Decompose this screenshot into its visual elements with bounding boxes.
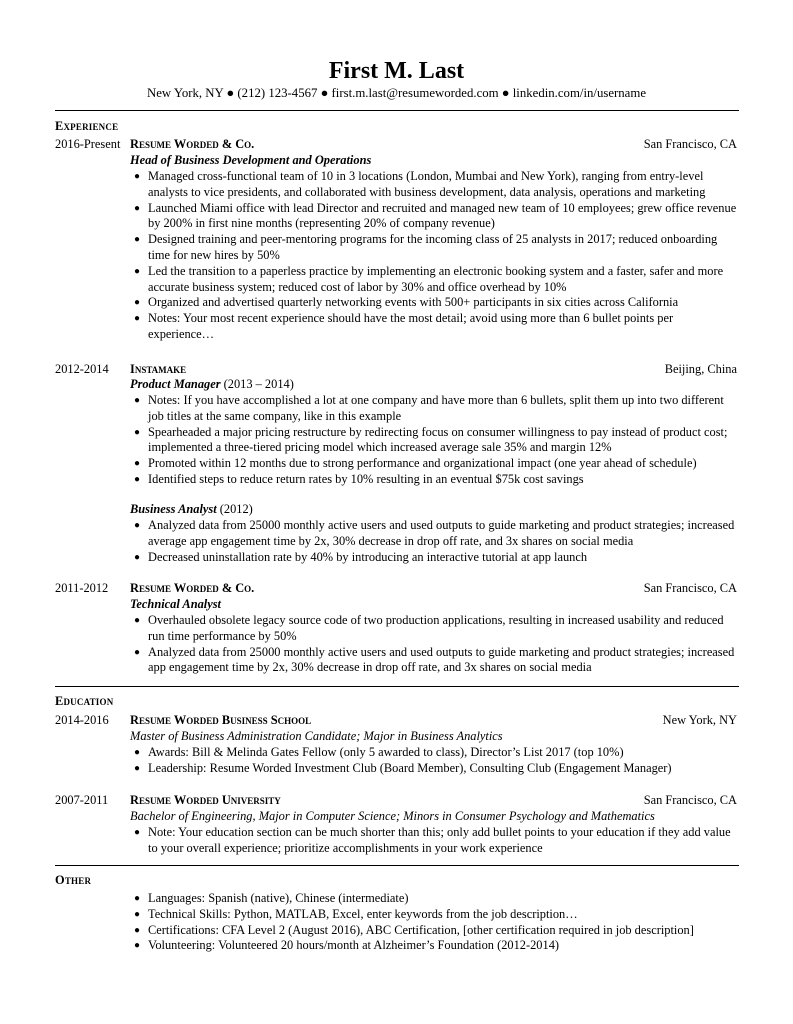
- bullet-item: ● Leadership: Resume Worded Investment Club (Board Member), Consulting Club (Engagement Manager): [134, 760, 672, 775]
- job-date: 2012-2014: [55, 362, 109, 376]
- bullet-icon: ●: [134, 747, 141, 758]
- bullet-item: ● Languages: Spanish (native), Chinese (intermediate): [134, 891, 409, 905]
- job-date: 2016-Present: [55, 137, 121, 151]
- bullet-icon: ●: [134, 234, 141, 246]
- bullet-item: ● Decreased uninstallation rate by 40% by introducing an interactive tutorial at app launch: [134, 549, 588, 564]
- bullet-icon: ●: [134, 171, 141, 182]
- divider: [55, 686, 739, 687]
- edu-date: 2014-2016: [55, 713, 109, 727]
- job-title-text: Head of Business Development and Operations: [130, 153, 372, 167]
- job-company: Instamake: [130, 362, 187, 376]
- job-location: San Francisco, CA: [643, 137, 737, 151]
- bullet-item: ● Certifications: CFA Level 2 (August 2016), ABC Certification, [other certification required in job description]: [134, 922, 694, 937]
- bullet-icon: ●: [134, 458, 141, 470]
- edu-location: San Francisco, CA: [643, 793, 737, 807]
- bullet-item: ● Designed training and peer-mentoring programs for the incoming class of 25 analysts in 2017; reduced onboarding time for new hires by 50%: [134, 232, 718, 262]
- edu-school: Resume Worded Business School: [130, 713, 312, 727]
- bullet-item: ● Technical Skills: Python, MATLAB, Excel, enter keywords from the job description…: [134, 906, 578, 921]
- bullet-icon: ●: [134, 646, 141, 658]
- bullet-list: [130, 169, 742, 343]
- bullet-icon: ●: [134, 202, 141, 214]
- job-company: Resume Worded & Co.: [130, 581, 255, 595]
- bullet-icon: ●: [134, 551, 141, 563]
- job-location: San Francisco, CA: [643, 581, 737, 595]
- job-title-text: Product Manager: [130, 377, 221, 391]
- bullet-icon: ●: [134, 395, 141, 406]
- bullet-list: [130, 613, 742, 676]
- bullet-list: [130, 825, 742, 857]
- bullet-icon: ●: [134, 615, 141, 626]
- bullet-item: ● Volunteering: Volunteered 20 hours/month at Alzheimer’s Foundation (2012-2014): [134, 938, 560, 953]
- bullet-item: ● Notes: Your most recent experience should have the most detail; avoid using more than 6 bullet points per experience…: [134, 311, 674, 341]
- bullet-list: [130, 393, 742, 488]
- bullet-icon: ●: [134, 473, 141, 485]
- section-heading-other: Other: [55, 873, 92, 887]
- bullet-item: ● Promoted within 12 months due to strong performance and organizational impact (one year ahead of schedule): [134, 456, 697, 471]
- bullet-item: ● Notes: If you have accomplished a lot at one company and have more than 6 bullets, split them up into two different job titles at the same company, like in this example: [134, 393, 724, 423]
- contact-line: New York, NY ● (212) 123-4567 ● first.m.last@resumeworded.com ● linkedin.com/in/username: [146, 86, 646, 100]
- bullet-icon: ●: [134, 426, 141, 438]
- job-title-dates: (2012): [216, 502, 253, 516]
- bullet-item: ● Spearheaded a major pricing restructure by redirecting focus on consumer willingness to pay instead of product cost; implemented a three-tiered pricing model which increased average sale 35% and margin 12%: [134, 424, 728, 455]
- bullet-item: ● Launched Miami office with lead Director and recruited and managed new team of 10 employees; grew office revenue by 200% in first nine months (representing 20% of company revenue): [134, 200, 737, 231]
- bullet-icon: ●: [134, 908, 141, 920]
- edu-date: 2007-2011: [55, 793, 109, 807]
- bullet-item: ● Awards: Bill & Melinda Gates Fellow (only 5 awarded to class), Director’s List 2017 (top 10%): [134, 745, 624, 759]
- bullet-icon: ●: [134, 940, 141, 952]
- bullet-item: ● Led the transition to a paperless practice by implementing an electronic booking system and a faster, safer and more accurate business system; reduced cost of labor by 30% and office overhead by 10%: [134, 263, 724, 294]
- bullet-item: ● Overhauled obsolete legacy source code of two production applications, resulting in increased usability and reduced run time performance by 50%: [134, 613, 724, 643]
- divider: [55, 110, 739, 111]
- bullet-icon: ●: [134, 313, 141, 325]
- edu-degree: Bachelor of Engineering, Major in Computer Science; Minors in Consumer Psychology and Mathematics: [130, 809, 655, 823]
- job-title: [130, 153, 371, 169]
- bullet-item: ● Analyzed data from 25000 monthly active users and used outputs to guide marketing and product strategies; increased average app engagement time by 2x, 30% decrease in drop off rate, and 3x shares on social media: [134, 518, 735, 548]
- section-heading-experience: Experience: [55, 119, 119, 133]
- divider: [55, 865, 739, 866]
- bullet-list: [130, 745, 742, 777]
- section-heading-education: Education: [55, 694, 114, 708]
- job-title: [130, 502, 253, 518]
- edu-location: New York, NY: [662, 713, 737, 727]
- edu-school: Resume Worded University: [130, 793, 281, 807]
- bullet-icon: ●: [134, 520, 141, 531]
- job-title-text: Business Analyst: [130, 502, 217, 516]
- candidate-name: First M. Last: [328, 58, 465, 84]
- bullet-icon: ●: [134, 297, 141, 309]
- bullet-icon: ●: [134, 924, 141, 936]
- job-company: Resume Worded & Co.: [130, 137, 255, 151]
- job-date: 2011-2012: [55, 581, 109, 595]
- job-title-text: Technical Analyst: [130, 597, 221, 611]
- job-title: [130, 377, 294, 393]
- job-location: Beijing, China: [664, 362, 737, 376]
- bullet-item: ● Note: Your education section can be much shorter than this; only add bullet points to your education if they add value to your overall experience; prioritize accomplishments in your work experience: [134, 825, 731, 855]
- bullet-icon: ●: [134, 827, 141, 838]
- bullet-icon: ●: [134, 762, 141, 774]
- bullet-item: ● Organized and advertised quarterly networking events with 500+ participants in six cities across California: [134, 295, 679, 310]
- bullet-list: [130, 518, 742, 565]
- bullet-item: ● Analyzed data from 25000 monthly active users and used outputs to guide marketing and product strategies; increased app engagement time by 2x, 30% decrease in drop off rate, and 3x shares on social media: [134, 644, 735, 675]
- bullet-list: [130, 891, 742, 954]
- bullet-item: ● Identified steps to reduce return rates by 10% resulting in an eventual $75k cost savings: [134, 471, 584, 486]
- bullet-item: ● Managed cross-functional team of 10 in 3 locations (London, Mumbai and New York), ranging from entry-level analysts to vice presidents, and collaborated with business development, data analysis, operations and marketing: [134, 169, 706, 199]
- bullet-icon: ●: [134, 265, 141, 277]
- job-title-dates: (2013 – 2014): [220, 377, 294, 391]
- job-title: [130, 597, 221, 613]
- bullet-icon: ●: [134, 893, 141, 904]
- edu-degree: Master of Business Administration Candidate; Major in Business Analytics: [130, 729, 503, 743]
